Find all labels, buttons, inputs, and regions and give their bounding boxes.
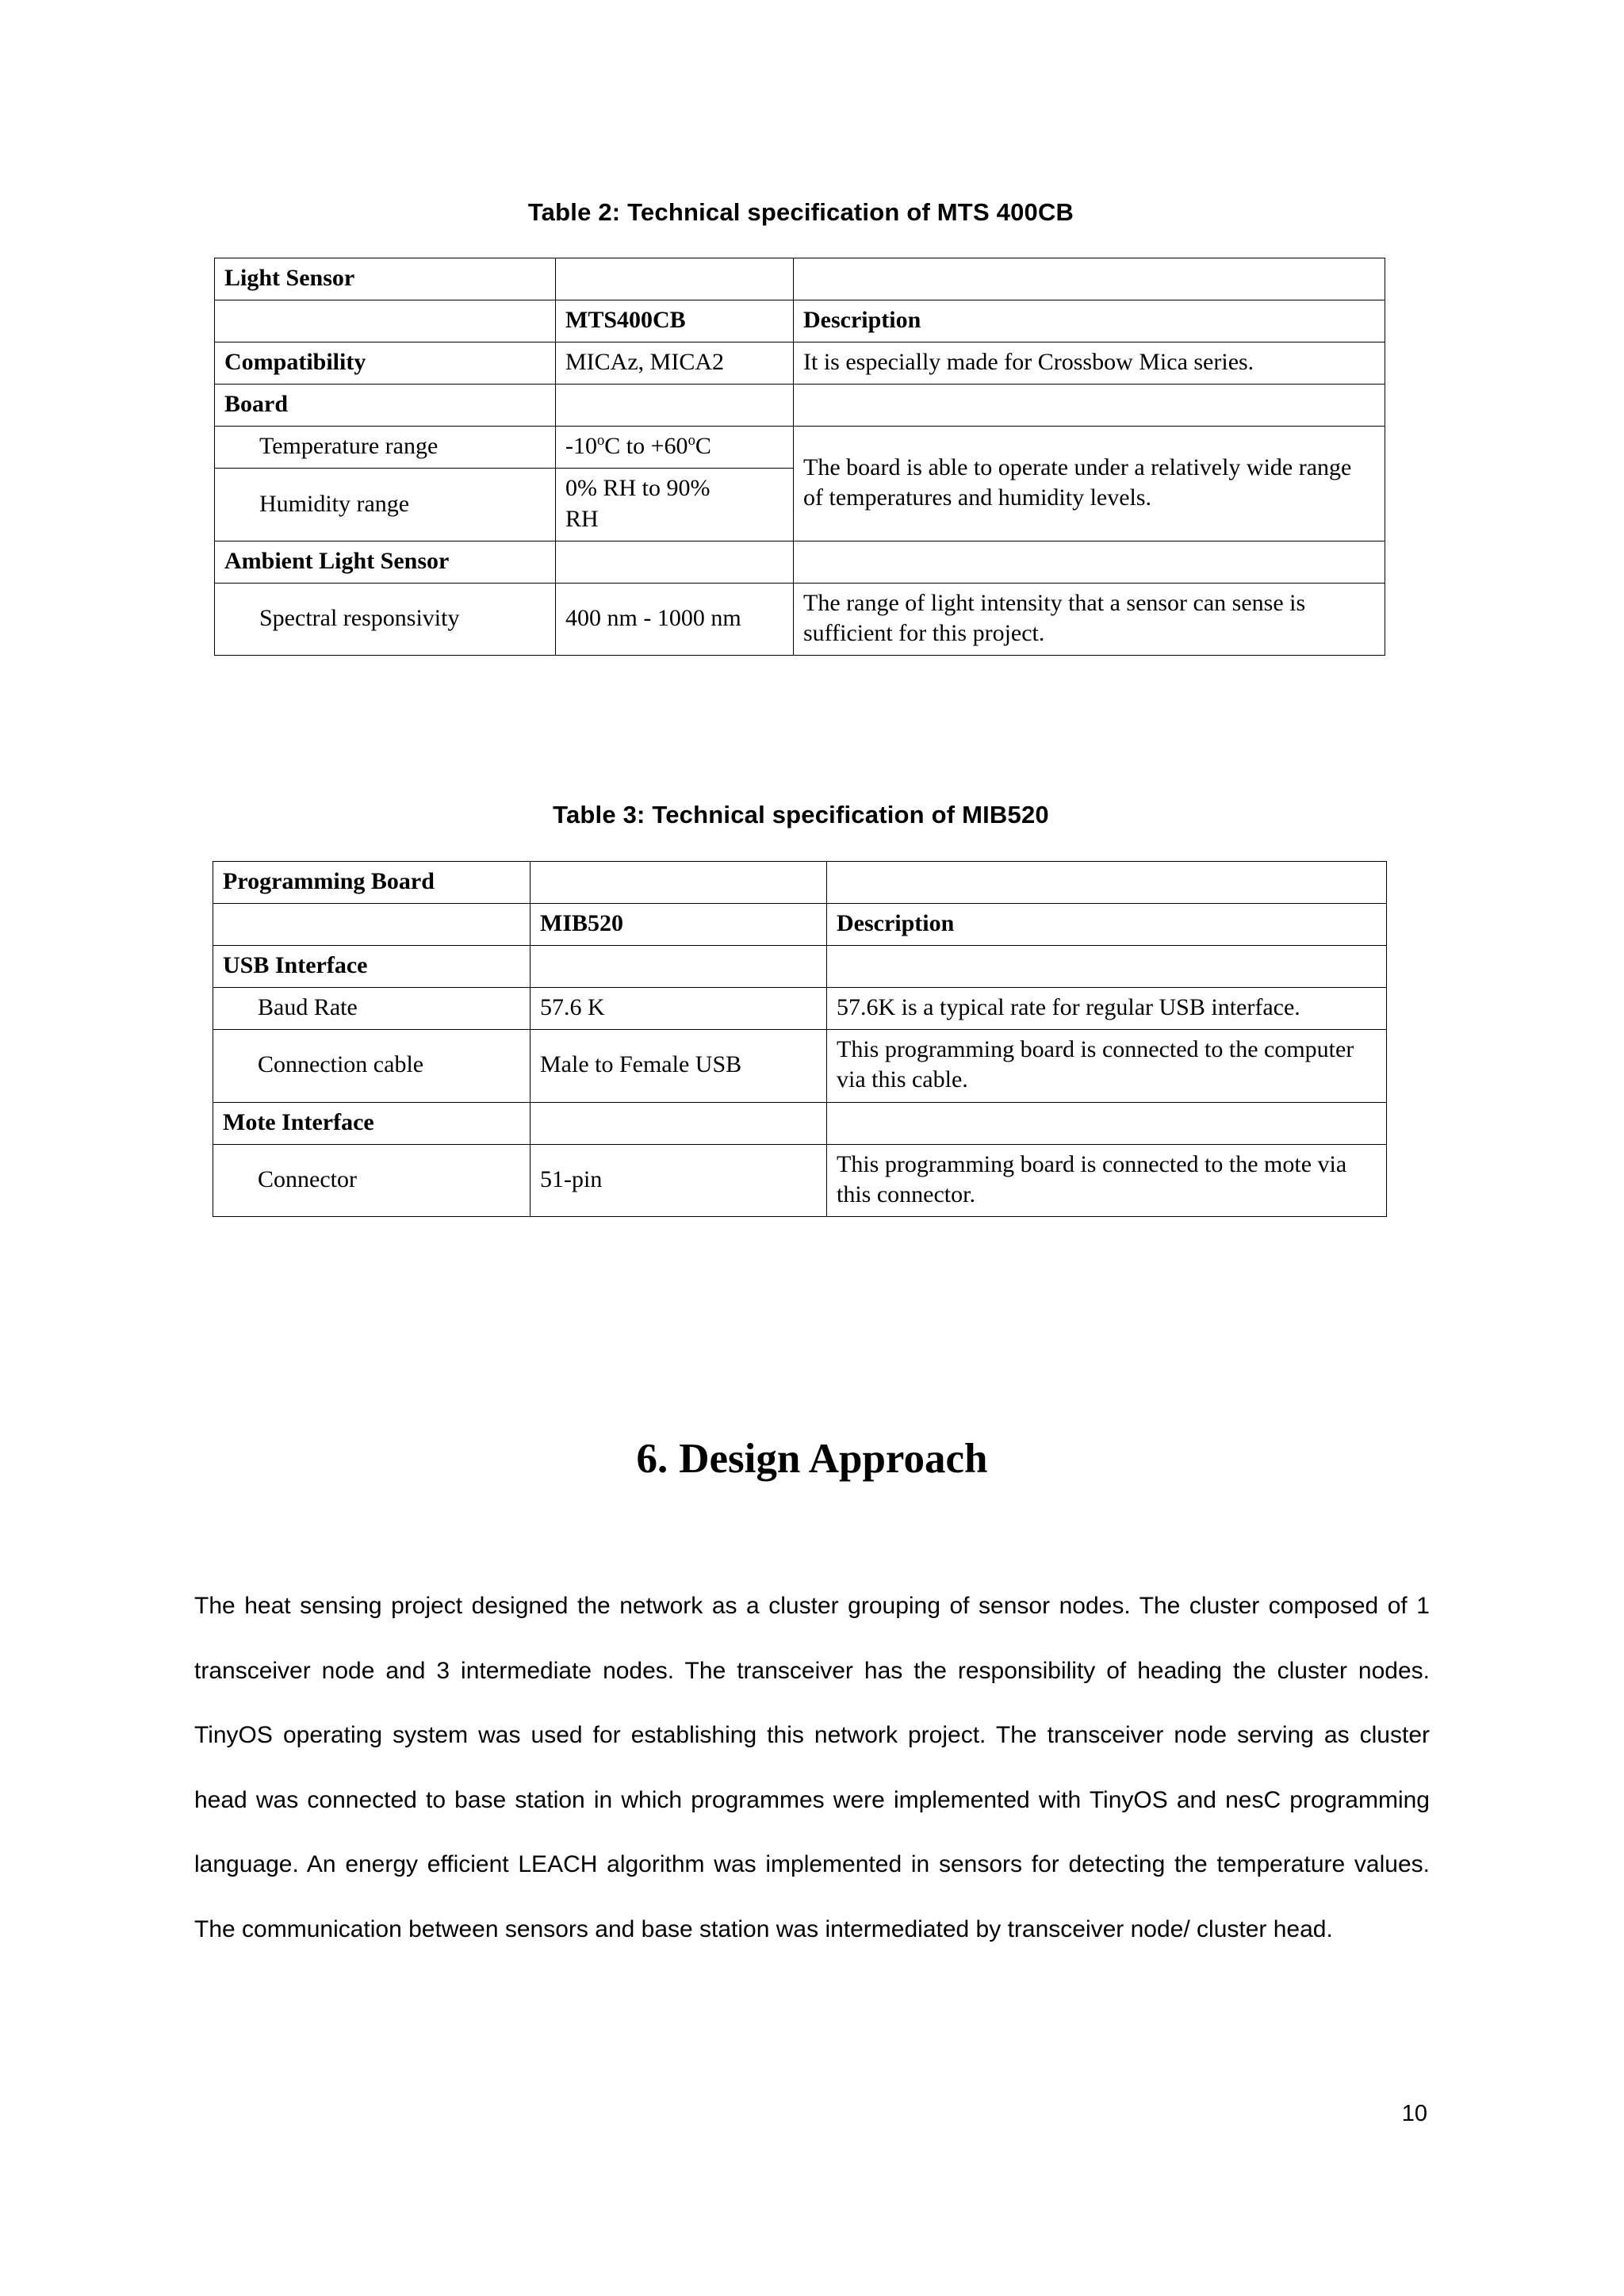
table-row — [215, 385, 1385, 427]
table2-cell-label: Humidity range — [215, 469, 556, 541]
table3-cell-description — [827, 1102, 1387, 1144]
table2-caption: Table 2: Technical specification of MTS 400CB — [527, 198, 1074, 226]
table-row — [213, 988, 1387, 1030]
table3-cell-label — [213, 904, 530, 946]
table3-cell-label: USB Interface — [213, 946, 530, 988]
table2-cell-label: Temperature range — [215, 427, 556, 469]
table2-cell-value — [556, 258, 794, 300]
table2-cell-label: Light Sensor — [215, 258, 556, 300]
degree-symbol: o — [688, 432, 695, 450]
section-title: Design Approach — [679, 1436, 988, 1482]
table-row — [215, 258, 1385, 300]
table2-cell-label — [215, 300, 556, 342]
table2-cell-label: Board — [215, 385, 556, 427]
table3-cell-description: This programming board is connected to the mote via this connector. — [827, 1144, 1387, 1216]
table-mib520-spec — [213, 861, 1387, 1217]
table2-header-model: MTS400CB — [556, 300, 794, 342]
table3-cell-label: Programming Board — [213, 862, 530, 904]
humidity-line-2: RH — [565, 505, 599, 532]
table3-cell-value — [530, 862, 827, 904]
table3-cell-description: 57.6K is a typical rate for regular USB interface. — [827, 988, 1387, 1030]
table2-cell-description — [794, 385, 1385, 427]
temperature-suffix: C — [695, 433, 711, 460]
table2-cell-label: Ambient Light Sensor — [215, 541, 556, 583]
page-title — [194, 1435, 1430, 1483]
table2-cell-description-board: The board is able to operate under a relatively wide range of temperatures and humidity levels. — [794, 427, 1385, 541]
table3-cell-description — [827, 862, 1387, 904]
table2-cell-value-temperature — [556, 427, 794, 469]
table3-cell-value — [530, 1102, 827, 1144]
table2-cell-value: MICAz, MICA2 — [556, 342, 794, 385]
table2-cell-value — [556, 541, 794, 583]
section-body-paragraph: The heat sensing project designed the network as a cluster grouping of sensor nodes. The cluster composed of 1 transceiver node and 3 intermediate nodes. The transceiver has the responsibility of heading the cluster nodes. TinyOS operating system was used for establishing this network project. The transceiver node serving as cluster head was connected to base station in which programmes were implemented with TinyOS and nesC programming language. An energy efficient LEACH algorithm was implemented in sensors for detecting the temperature values. The communication between sensors and base station was intermediated by transceiver node/ cluster head. — [194, 1593, 1430, 1942]
table3-cell-label: Connector — [213, 1144, 530, 1216]
table-mts400cb-spec — [214, 258, 1385, 656]
table-row — [213, 904, 1387, 946]
table3-cell-description: This programming board is connected to the computer via this cable. — [827, 1030, 1387, 1102]
table-row — [215, 583, 1385, 655]
table3-cell-value: 51-pin — [530, 1144, 827, 1216]
table2-cell-value: 400 nm - 1000 nm — [556, 583, 794, 655]
table-row — [213, 1102, 1387, 1144]
table2-cell-value-humidity — [556, 469, 794, 541]
degree-symbol: o — [597, 432, 605, 450]
table-row — [215, 300, 1385, 342]
table3-caption: Table 3: Technical specification of MIB520 — [553, 801, 1049, 828]
table2-cell-description — [794, 258, 1385, 300]
table2-cell-label: Compatibility — [215, 342, 556, 385]
section-number: 6. — [636, 1436, 668, 1482]
table2-cell-description — [794, 541, 1385, 583]
table-row — [213, 946, 1387, 988]
table3-cell-value: 57.6 K — [530, 988, 827, 1030]
humidity-line-1: 0% RH to 90% — [565, 475, 710, 502]
table-row — [213, 1144, 1387, 1216]
table3-cell-label: Baud Rate — [213, 988, 530, 1030]
table2-cell-value — [556, 385, 794, 427]
table3-cell-description — [827, 946, 1387, 988]
table2-cell-description: It is especially made for Crossbow Mica series. — [794, 342, 1385, 385]
table3-cell-label: Mote Interface — [213, 1102, 530, 1144]
table-row — [215, 541, 1385, 583]
temperature-middle: C to +60 — [604, 433, 688, 460]
table-row — [213, 1030, 1387, 1102]
table3-cell-value: Male to Female USB — [530, 1030, 827, 1102]
table2-cell-description: The range of light intensity that a sensor can sense is sufficient for this project. — [794, 583, 1385, 655]
table-row — [213, 862, 1387, 904]
table-row — [215, 342, 1385, 385]
table3-header-description: Description — [827, 904, 1387, 946]
table3-header-model: MIB520 — [530, 904, 827, 946]
table3-cell-label: Connection cable — [213, 1030, 530, 1102]
temperature-prefix: -10 — [565, 433, 597, 460]
page-number: 10 — [1401, 2101, 1427, 2126]
table3-cell-value — [530, 946, 827, 988]
table-row — [215, 427, 1385, 469]
table2-header-description: Description — [794, 300, 1385, 342]
table2-cell-label: Spectral responsivity — [215, 583, 556, 655]
